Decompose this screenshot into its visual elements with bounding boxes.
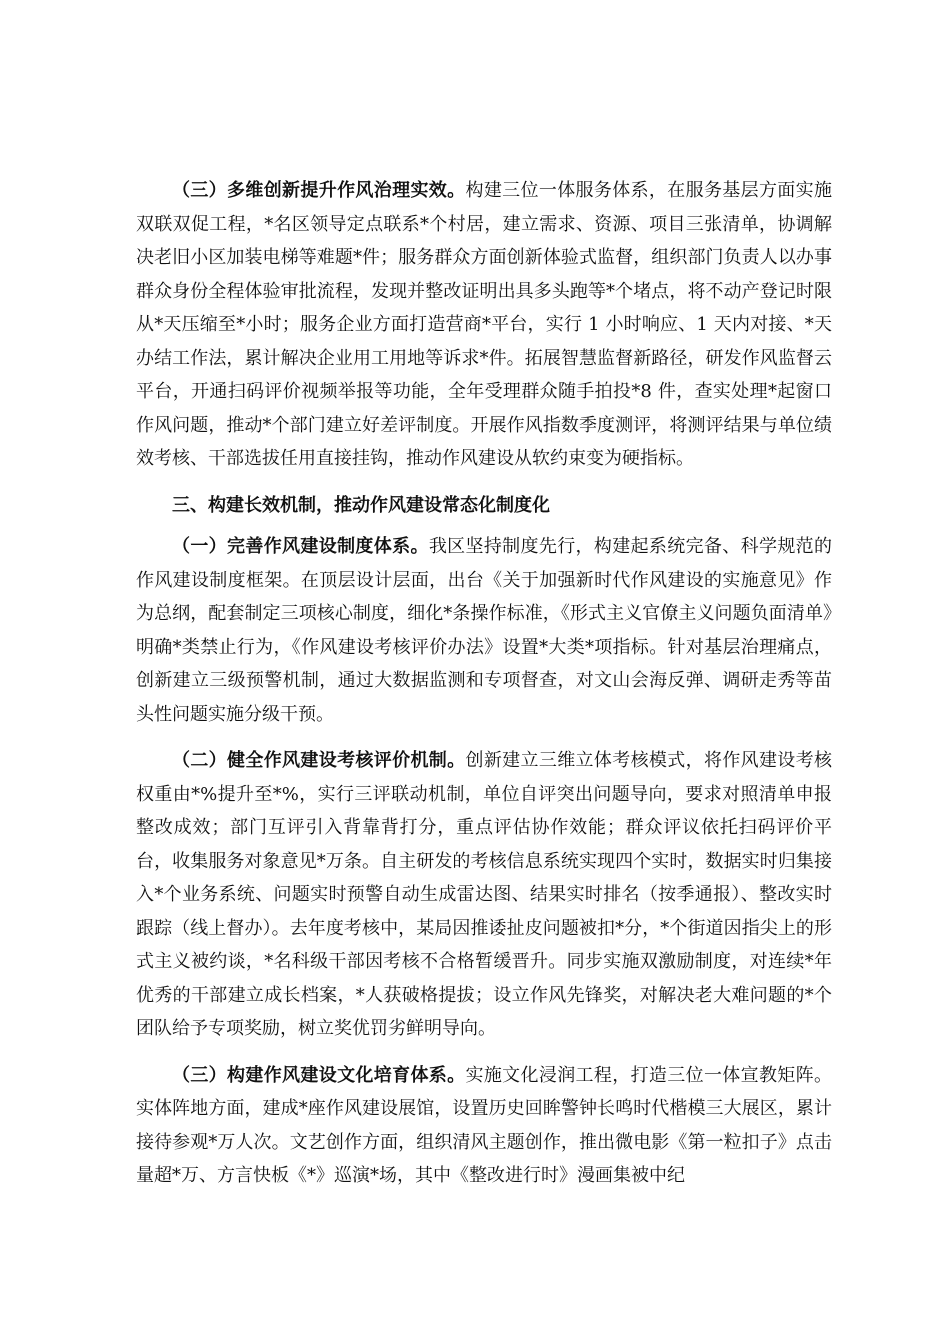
paragraph-lead: （二）健全作风建设考核评价机制。	[172, 750, 466, 771]
paragraph-body: 创新建立三维立体考核模式，将作风建设考核权重由*%提升至*%，实行三评联动机制，单位自评突出问题导向，要求对照清单申报整改成效；部门互评引入背靠背打分，重点评估协作效能；群众评议依托扫码评价平台，收集服务对象意见*万条。自主研发的考核信息系统实现四个实时，数据实时归集接入*个业务系统、问题实时预警自动生成雷达图、结果实时排名（按季通报）、整改实时跟踪（线上督办）。去年度考核中，某局因推诿扯皮问题被扣*分，*个街道因指尖上的形式主义被约谈，*名科级干部因考核不合格暂缓晋升。同步实施双激励制度，对连续*年优秀的干部建立成长档案，*人获破格提拔；设立作风先锋奖，对解决老大难问题的*个团队给予专项奖励，树立奖优罚劣鲜明导向。	[136, 750, 832, 1039]
paragraph-body: 实施文化浸润工程，打造三位一体宣教矩阵。实体阵地方面，建成*座作风建设展馆，设置历史回眸警钟长鸣时代楷模三大展区，累计接待参观*万人次。文艺创作方面，组织清风主题创作，推出微电影《第一粒扣子》点击量超*万、方言快板《*》巡演*场，其中《整改进行时》漫画集被中纪	[136, 1064, 832, 1186]
paragraph-lead: （一）完善作风建设制度体系。	[172, 536, 429, 557]
paragraph-body: 我区坚持制度先行，构建起系统完备、科学规范的作风建设制度框架。在顶层设计层面，出台《关于加强新时代作风建设的实施意见》作为总纲，配套制定三项核心制度，细化*条操作标准，《形式主义官僚主义问题负面清单》明确*类禁止行为，《作风建设考核评价办法》设置*大类*项指标。针对基层治理痛点，创新建立三级预警机制，通过大数据监测和专项督查，对文山会海反弹、调研走秀等苗头性问题实施分级干预。	[136, 536, 833, 725]
paragraph-institution-system	[136, 530, 832, 731]
paragraph-lead: （三）构建作风建设文化培育体系。	[172, 1064, 466, 1086]
paragraph-culture-system	[136, 1059, 832, 1193]
paragraph-assessment-mechanism	[136, 744, 832, 1046]
paragraph-service-system	[136, 174, 832, 476]
section-heading: 三、构建长效机制，推动作风建设常态化制度化	[172, 494, 550, 516]
paragraph-lead: （三）多维创新提升作风治理实效。	[172, 180, 466, 201]
document-body	[136, 174, 832, 1193]
paragraph-body: 构建三位一体服务体系，在服务基层方面实施双联双促工程，*名区领导定点联系*个村居，建立需求、资源、项目三张清单，协调解决老旧小区加装电梯等难题*件；服务群众方面创新体验式监督，组织部门负责人以办事群众身份全程体验审批流程，发现并整改证明出具多头跑等*个堵点，将不动产登记时限从*天压缩至*小时；服务企业方面打造营商*平台，实行 1 小时响应、1 天内对接、*天办结工作法，累计解决企业用工用地等诉求*件。拓展智慧监督新路径，研发作风监督云平台，开通扫码评价视频举报等功能，全年受理群众随手拍投*8 件，查实处理*起窗口作风问题，推动*个部门建立好差评制度。开展作风指数季度测评，将测评结果与单位绩效考核、干部选拔任用直接挂钩，推动作风建设从软约束变为硬指标。	[136, 180, 832, 469]
